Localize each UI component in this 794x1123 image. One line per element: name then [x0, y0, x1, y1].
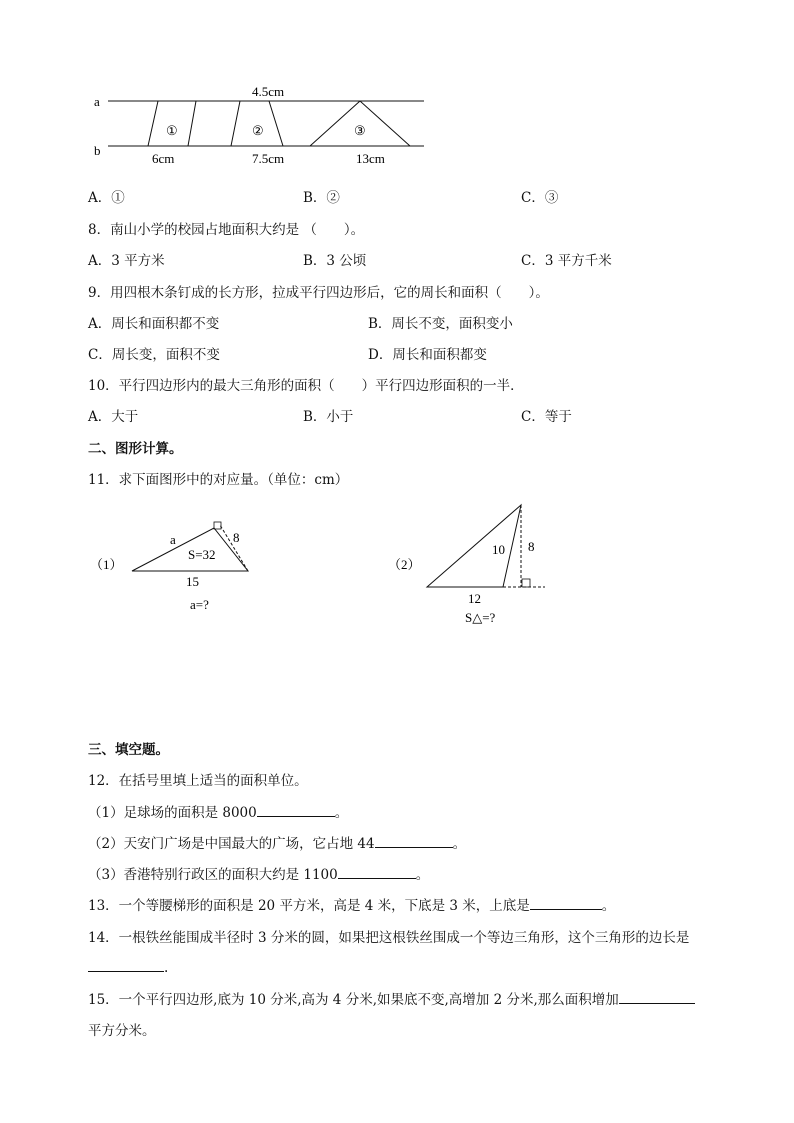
shape-3-label: ③ — [354, 123, 366, 138]
fig2-label: （2） — [388, 557, 421, 572]
top-length-label: 4.5cm — [252, 84, 285, 99]
q12-part2-text: （2）天安门广场是中国最大的广场，它占地 44 — [88, 836, 375, 852]
q15-continuation: 平方分米。 — [88, 1023, 156, 1039]
q12-part2 — [88, 832, 466, 852]
q12-part1-text: （1）足球场的面积是 8000 — [88, 805, 257, 821]
fig1-side-a-label: a — [170, 532, 176, 547]
q12-part1-blank[interactable] — [257, 802, 335, 817]
q8-text: 8．南山小学的校园占地面积大约是 （ ）。 — [88, 222, 365, 238]
fig1-right-angle-mark — [214, 522, 221, 529]
q9-option-a[interactable]: A．周长和面积都不变 — [88, 316, 220, 332]
q14-answer — [88, 957, 168, 976]
q12-part2-end: 。 — [452, 836, 467, 852]
q12-part2-blank[interactable] — [375, 833, 453, 848]
fig2-height-label: 8 — [528, 539, 535, 554]
q12-part1 — [88, 801, 348, 821]
fig1-height-label: 8 — [233, 530, 240, 545]
line-b-label: b — [94, 143, 101, 158]
q10-text: 10．平行四边形内的最大三角形的面积（ ）平行四边形面积的一半． — [88, 378, 524, 394]
q9-option-b[interactable]: B．周长不变，面积变小 — [368, 316, 513, 332]
q14-end: . — [164, 960, 169, 976]
q15-text: 15．一个平行四边形,底为 10 分米,高为 4 分米,如果底不变,高增加 2 分米,那么面积增加 — [88, 992, 619, 1008]
q11-figures — [0, 495, 794, 635]
q15 — [88, 988, 695, 1008]
q12-part1-end: 。 — [334, 805, 349, 821]
base-3-label: 13cm — [356, 151, 385, 166]
parallel-lines-figure — [0, 0, 794, 175]
q11-text: 11．求下面图形中的对应量。（单位：cm） — [88, 472, 349, 488]
q14-text: 14．一根铁丝能围成半径时 3 分米的圆，如果把这根铁丝围成一个等边三角形，这个三角形的边长是 — [88, 930, 690, 946]
q13-end: 。 — [601, 898, 616, 914]
q14-blank[interactable] — [88, 957, 164, 972]
base-2-label: 7.5cm — [252, 151, 285, 166]
q7-option-b[interactable]: B．② — [303, 190, 340, 206]
q8-option-b[interactable]: B．3 公顷 — [303, 253, 367, 269]
line-a-label: a — [94, 94, 100, 109]
q10-option-a[interactable]: A．大于 — [88, 409, 139, 425]
section-2-heading: 二、图形计算。 — [88, 441, 183, 457]
fig2-question: S△=? — [465, 610, 496, 625]
q9-text: 9．用四根木条钉成的长方形，拉成平行四边形后，它的周长和面积（ ）。 — [88, 285, 549, 301]
q9-option-d[interactable]: D．周长和面积都变 — [368, 347, 487, 363]
q10-option-c[interactable]: C．等于 — [521, 409, 572, 425]
fig2-right-angle-mark — [522, 579, 530, 587]
fig1-base-label: 15 — [186, 574, 199, 589]
q12-part3-blank[interactable] — [338, 864, 416, 879]
fig1-area-label: S=32 — [188, 547, 216, 562]
q12-part3-text: （3）香港特别行政区的面积大约是 1100 — [88, 867, 338, 883]
fig2-base-label: 12 — [468, 591, 481, 606]
q9-option-c[interactable]: C．周长变，面积不变 — [88, 347, 220, 363]
fig2-triangle — [427, 505, 521, 587]
q13-text: 13．一个等腰梯形的面积是 20 平方米，高是 4 米，下底是 3 米，上底是 — [88, 898, 530, 914]
fig2-side-label: 10 — [492, 542, 505, 557]
q13 — [88, 894, 615, 914]
section-3-heading: 三、填空题。 — [88, 742, 169, 758]
q8-option-a[interactable]: A．3 平方米 — [88, 253, 165, 269]
q12-part3 — [88, 863, 429, 883]
q13-blank[interactable] — [530, 895, 602, 910]
fig1-label: （1） — [90, 557, 123, 572]
shape-1-label: ① — [166, 123, 178, 138]
q7-option-a[interactable]: A．① — [88, 190, 125, 206]
q12-text: 12．在括号里填上适当的面积单位。 — [88, 773, 308, 789]
base-1-label: 6cm — [152, 151, 175, 166]
shape-2-label: ② — [252, 123, 264, 138]
q7-option-c[interactable]: C．③ — [521, 190, 559, 206]
fig1-question: a=? — [190, 597, 209, 612]
q15-blank[interactable] — [619, 989, 695, 1004]
q10-option-b[interactable]: B．小于 — [303, 409, 354, 425]
q12-part3-end: 。 — [415, 867, 430, 883]
q8-option-c[interactable]: C．3 平方千米 — [521, 253, 612, 269]
